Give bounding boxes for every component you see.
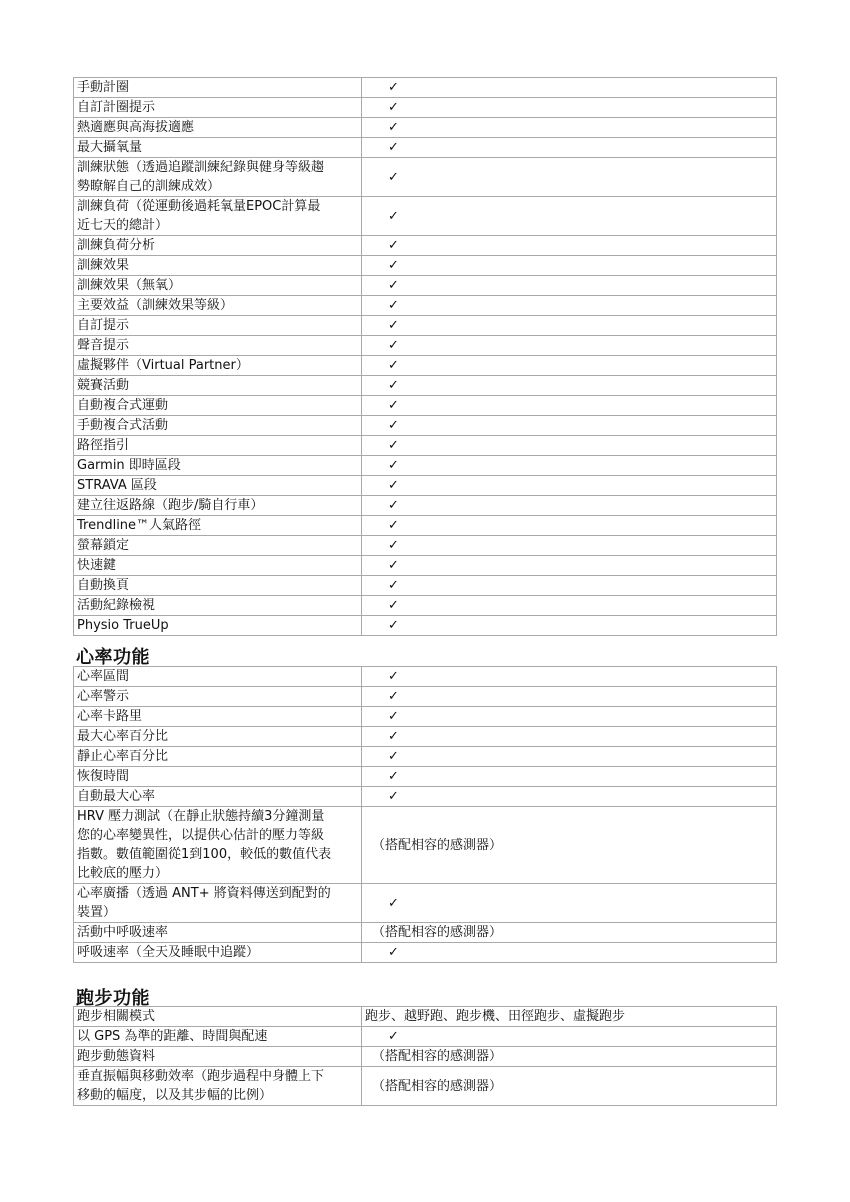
table-row [74,556,777,576]
table-row [74,923,777,943]
check-mark-icon: ✓ [362,336,777,356]
feature-table-running [73,1006,777,1106]
table-row [74,456,777,476]
check-mark-icon: ✓ [362,516,777,536]
feature-name-cell: 訓練效果 [74,256,362,276]
check-mark-icon: ✓ [362,616,777,636]
check-mark-icon: ✓ [362,316,777,336]
feature-name-cell: STRAVA 區段 [74,476,362,496]
table-row [74,807,777,884]
check-mark-icon: ✓ [362,356,777,376]
feature-name-cell: 垂直振幅與移動效率（跑步過程中身體上下 移動的幅度，以及其步幅的比例） [74,1067,362,1106]
feature-name-cell: 手動計圈 [74,78,362,98]
check-mark-icon: ✓ [362,884,777,923]
feature-name-cell: 心率廣播（透過 ANT+ 將資料傳送到配對的 裝置） [74,884,362,923]
table-row [74,707,777,727]
feature-name-cell: 聲音提示 [74,336,362,356]
feature-name-cell: 活動中呼吸速率 [74,923,362,943]
feature-name-cell: 快速鍵 [74,556,362,576]
table-row [74,236,777,256]
table-row [74,1067,777,1106]
table-row [74,576,777,596]
feature-name-cell: 訓練負荷分析 [74,236,362,256]
feature-name-cell: 心率卡路里 [74,707,362,727]
check-mark-icon: ✓ [362,138,777,158]
check-mark-icon: ✓ [362,236,777,256]
table-row [74,616,777,636]
feature-name-cell: 訓練負荷（從運動後過耗氧量EPOC計算最 近七天的總計） [74,197,362,236]
feature-value-cell: （搭配相容的感測器） [362,923,777,943]
check-mark-icon: ✓ [362,943,777,963]
check-mark-icon: ✓ [362,667,777,687]
table-row [74,416,777,436]
check-mark-icon: ✓ [362,197,777,236]
feature-name-cell: 心率區間 [74,667,362,687]
table-row [74,516,777,536]
table-row [74,884,777,923]
feature-value-cell: （搭配相容的感測器） [362,807,777,884]
feature-name-cell: 跑步動態資料 [74,1047,362,1067]
feature-name-cell: 路徑指引 [74,436,362,456]
table-row [74,356,777,376]
table-row [74,158,777,197]
table-row [74,197,777,236]
feature-name-cell: Trendline™人氣路徑 [74,516,362,536]
feature-name-cell: 呼吸速率（全天及睡眠中追蹤） [74,943,362,963]
table-row [74,336,777,356]
check-mark-icon: ✓ [362,707,777,727]
table-row [74,476,777,496]
table-row [74,296,777,316]
check-mark-icon: ✓ [362,376,777,396]
check-mark-icon: ✓ [362,687,777,707]
feature-name-cell: 心率警示 [74,687,362,707]
check-mark-icon: ✓ [362,78,777,98]
feature-value-cell: （搭配相容的感測器） [362,1067,777,1106]
check-mark-icon: ✓ [362,476,777,496]
check-mark-icon: ✓ [362,436,777,456]
feature-name-cell: 跑步相關模式 [74,1007,362,1027]
feature-table-general [73,77,777,636]
feature-name-cell: 以 GPS 為準的距離、時間與配速 [74,1027,362,1047]
table-row [74,276,777,296]
check-mark-icon: ✓ [362,727,777,747]
table-row [74,98,777,118]
feature-name-cell: Garmin 即時區段 [74,456,362,476]
check-mark-icon: ✓ [362,1027,777,1047]
check-mark-icon: ✓ [362,536,777,556]
table-row [74,436,777,456]
feature-table-heart-rate [73,666,777,963]
check-mark-icon: ✓ [362,456,777,476]
check-mark-icon: ✓ [362,276,777,296]
table-row [74,1027,777,1047]
table-row [74,138,777,158]
table-row [74,1007,777,1027]
feature-name-cell: 自動複合式運動 [74,396,362,416]
check-mark-icon: ✓ [362,556,777,576]
feature-name-cell: 訓練效果（無氧） [74,276,362,296]
check-mark-icon: ✓ [362,396,777,416]
feature-name-cell: 建立往返路線（跑步/騎自行車） [74,496,362,516]
table-row [74,78,777,98]
feature-name-cell: 手動複合式活動 [74,416,362,436]
feature-name-cell: 主要效益（訓練效果等級） [74,296,362,316]
table-row [74,727,777,747]
table-row [74,943,777,963]
feature-name-cell: 自動換頁 [74,576,362,596]
feature-name-cell: 虛擬夥伴（Virtual Partner） [74,356,362,376]
section-title-heart-rate: 心率功能 [76,647,150,668]
table-row [74,496,777,516]
check-mark-icon: ✓ [362,296,777,316]
table-row [74,596,777,616]
check-mark-icon: ✓ [362,118,777,138]
check-mark-icon: ✓ [362,596,777,616]
feature-name-cell: 訓練狀態（透過追蹤訓練紀錄與健身等級趨 勢瞭解自己的訓練成效） [74,158,362,197]
check-mark-icon: ✓ [362,747,777,767]
feature-name-cell: 恢復時間 [74,767,362,787]
check-mark-icon: ✓ [362,496,777,516]
feature-name-cell: 自訂提示 [74,316,362,336]
feature-name-cell: 靜止心率百分比 [74,747,362,767]
table-row [74,256,777,276]
table-row [74,316,777,336]
table-row [74,687,777,707]
table-row [74,747,777,767]
table-row [74,376,777,396]
feature-name-cell: HRV 壓力測試（在靜止狀態持續3分鐘測量 您的心率變異性，以提供心估計的壓力等級 指數。數值範圍從1到100，較低的數值代表 比較底的壓力） [74,807,362,884]
table-row [74,787,777,807]
feature-name-cell: 螢幕鎖定 [74,536,362,556]
feature-name-cell: 競賽活動 [74,376,362,396]
table-row [74,667,777,687]
check-mark-icon: ✓ [362,576,777,596]
feature-name-cell: 自訂計圈提示 [74,98,362,118]
check-mark-icon: ✓ [362,416,777,436]
table-row [74,396,777,416]
table-row [74,536,777,556]
feature-name-cell: 熱適應與高海拔適應 [74,118,362,138]
feature-name-cell: Physio TrueUp [74,616,362,636]
check-mark-icon: ✓ [362,256,777,276]
check-mark-icon: ✓ [362,787,777,807]
check-mark-icon: ✓ [362,98,777,118]
feature-name-cell: 最大攝氧量 [74,138,362,158]
check-mark-icon: ✓ [362,158,777,197]
feature-value-cell: （搭配相容的感測器） [362,1047,777,1067]
table-row [74,118,777,138]
feature-name-cell: 最大心率百分比 [74,727,362,747]
section-title-running: 跑步功能 [76,988,150,1009]
table-row [74,1047,777,1067]
feature-value-cell: 跑步、越野跑、跑步機、田徑跑步、虛擬跑步 [362,1007,777,1027]
feature-name-cell: 活動紀錄檢視 [74,596,362,616]
feature-name-cell: 自動最大心率 [74,787,362,807]
table-row [74,767,777,787]
check-mark-icon: ✓ [362,767,777,787]
